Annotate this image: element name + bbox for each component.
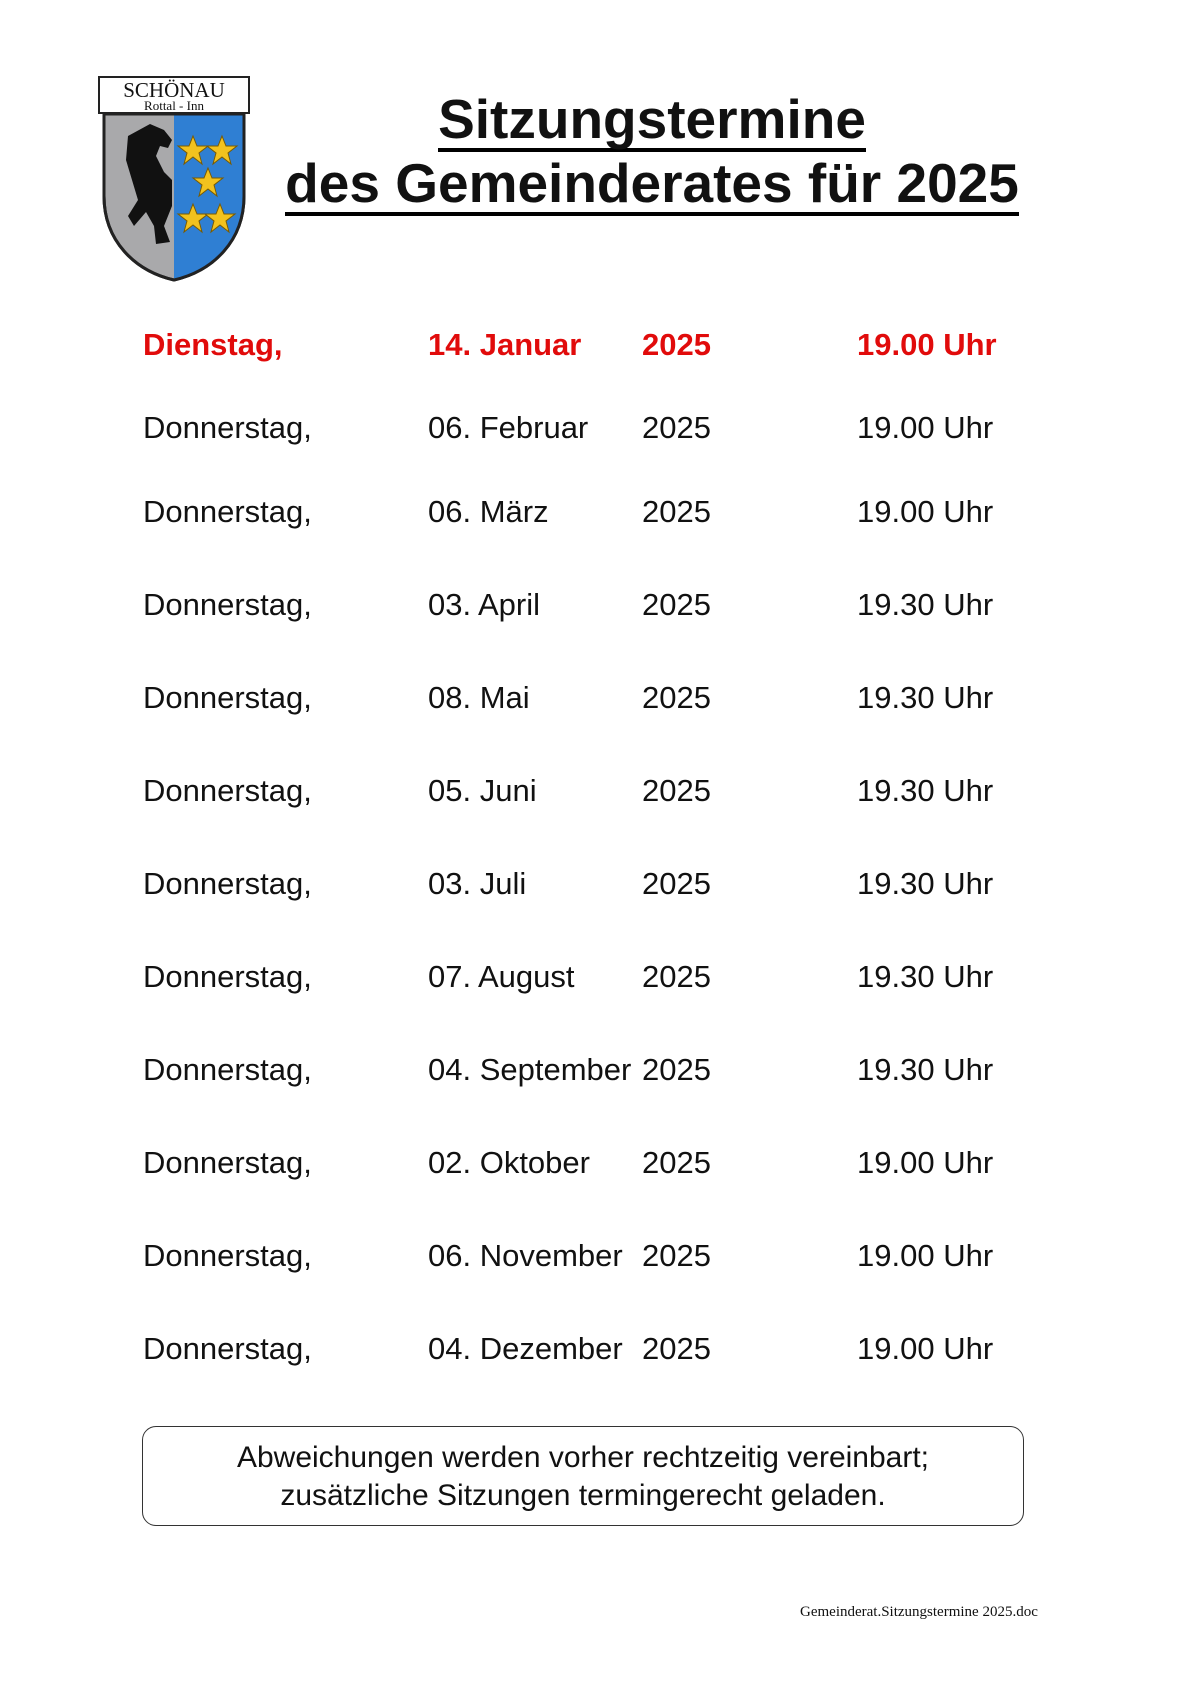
svg-text:SCHÖNAU: SCHÖNAU	[123, 78, 225, 102]
meeting-day: Donnerstag,	[143, 587, 312, 622]
meeting-time: 19.00 Uhr	[857, 1145, 994, 1180]
meeting-day: Donnerstag,	[143, 1145, 312, 1180]
meeting-day: Donnerstag,	[143, 410, 312, 445]
meeting-date: 06. November	[428, 1238, 623, 1273]
meeting-row	[0, 1052, 1190, 1096]
meeting-day: Donnerstag,	[143, 866, 312, 901]
meeting-row	[0, 327, 1190, 371]
meeting-year: 2025	[642, 1145, 711, 1180]
meeting-row	[0, 773, 1190, 817]
meeting-date: 08. Mai	[428, 680, 530, 715]
meeting-day: Donnerstag,	[143, 959, 312, 994]
meeting-year: 2025	[642, 1052, 711, 1087]
footer-filename: Gemeinderat.Sitzungstermine 2025.doc	[800, 1604, 1038, 1620]
page-title-line-1: Sitzungstermine	[438, 88, 866, 150]
meeting-time: 19.30 Uhr	[857, 1052, 994, 1087]
meeting-time: 19.30 Uhr	[857, 587, 994, 622]
meeting-row	[0, 1331, 1190, 1375]
meeting-year: 2025	[642, 866, 711, 901]
page-title-line-2: des Gemeinderates für 2025	[285, 152, 1019, 214]
meeting-day: Donnerstag,	[143, 773, 312, 808]
meeting-row	[0, 866, 1190, 910]
note-line-2: zusätzliche Sitzungen termingerecht geladen.	[280, 1479, 886, 1512]
meeting-year: 2025	[642, 773, 711, 808]
meeting-day: Donnerstag,	[143, 1331, 312, 1366]
meeting-year: 2025	[642, 494, 711, 529]
meeting-time: 19.00 Uhr	[857, 494, 994, 529]
meeting-date: 03. Juli	[428, 866, 527, 901]
meeting-day: Donnerstag,	[143, 1238, 312, 1273]
meeting-date: 05. Juni	[428, 773, 537, 808]
meeting-time: 19.30 Uhr	[857, 959, 994, 994]
meeting-day: Dienstag,	[143, 327, 283, 362]
note-line-1: Abweichungen werden vorher rechtzeitig vereinbart;	[236, 1441, 930, 1474]
meeting-row	[0, 587, 1190, 631]
meeting-year: 2025	[642, 587, 711, 622]
meeting-time: 19.00 Uhr	[857, 1238, 994, 1273]
meeting-row	[0, 1145, 1190, 1189]
meeting-time: 19.00 Uhr	[857, 1331, 994, 1366]
meeting-year: 2025	[642, 410, 711, 445]
meeting-time: 19.30 Uhr	[857, 680, 994, 715]
meeting-year: 2025	[642, 1331, 711, 1366]
meeting-date: 06. März	[428, 494, 549, 529]
meeting-row	[0, 1238, 1190, 1282]
meeting-row	[0, 680, 1190, 724]
meeting-date: 06. Februar	[428, 410, 589, 445]
meeting-date: 04. Dezember	[428, 1331, 623, 1366]
meeting-date: 07. August	[428, 959, 575, 994]
meeting-day: Donnerstag,	[143, 494, 312, 529]
meeting-date: 03. April	[428, 587, 541, 622]
meeting-time: 19.30 Uhr	[857, 773, 994, 808]
meeting-year: 2025	[642, 680, 711, 715]
meeting-time: 19.30 Uhr	[857, 866, 994, 901]
svg-text:Rottal - Inn: Rottal - Inn	[144, 98, 204, 113]
meeting-year: 2025	[642, 327, 711, 362]
meeting-row	[0, 494, 1190, 538]
meeting-time: 19.00 Uhr	[857, 327, 997, 362]
coat-of-arms-logo	[98, 76, 250, 282]
meeting-date: 04. September	[428, 1052, 632, 1087]
meeting-row	[0, 959, 1190, 1003]
meeting-row	[0, 410, 1190, 454]
meeting-day: Donnerstag,	[143, 1052, 312, 1087]
note-box	[142, 1426, 1024, 1526]
meeting-time: 19.00 Uhr	[857, 410, 994, 445]
meeting-date: 14. Januar	[428, 327, 582, 362]
meeting-year: 2025	[642, 1238, 711, 1273]
meeting-date: 02. Oktober	[428, 1145, 590, 1180]
meeting-day: Donnerstag,	[143, 680, 312, 715]
meeting-year: 2025	[642, 959, 711, 994]
